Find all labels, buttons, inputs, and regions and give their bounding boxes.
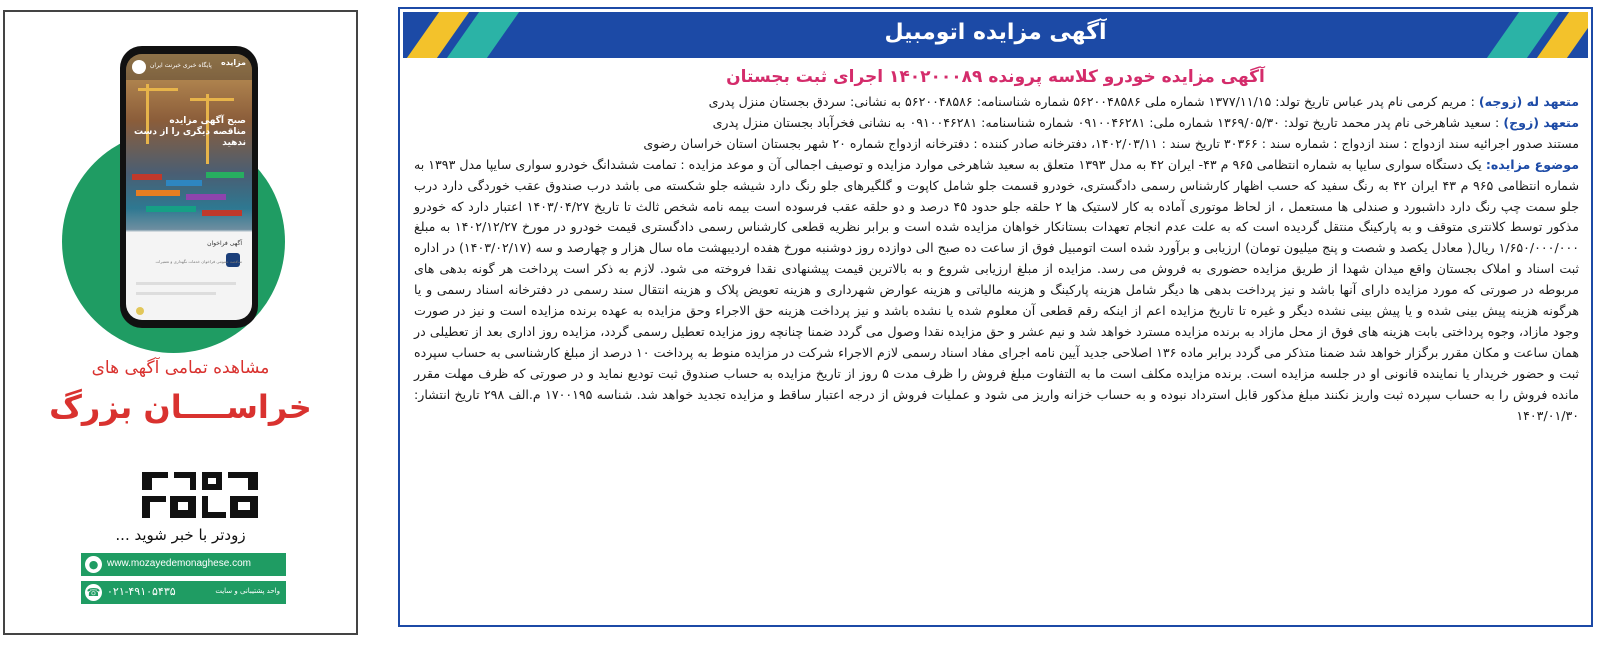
notice-banner bbox=[403, 12, 1588, 58]
obligee-paragraph bbox=[414, 92, 1579, 113]
phone-label: واحد پشتیبانی و سایت bbox=[215, 587, 280, 595]
obligor-label: متعهد (زوج) bbox=[1503, 114, 1579, 130]
notice-subtitle: آگهی مزایده خودرو کلاسه پرونده ۱۴۰۲۰۰۰۸۹ اجرای ثبت بجستان bbox=[726, 67, 1265, 87]
obligee-label: متعهد له (زوجه) bbox=[1478, 94, 1579, 109]
crane-icon bbox=[138, 88, 178, 91]
placeholder-line bbox=[136, 282, 236, 285]
subject-label: موضوع مزایده: bbox=[1485, 156, 1580, 172]
promo-caption: مشاهده تمامی آگهی های bbox=[91, 358, 270, 378]
website-link[interactable]: www.mozayedemonaghese.com bbox=[107, 558, 251, 569]
website-bar[interactable] bbox=[81, 553, 286, 576]
container-icon bbox=[146, 206, 196, 212]
container-icon bbox=[202, 210, 242, 216]
container-icon bbox=[206, 172, 244, 178]
subject-paragraph bbox=[414, 155, 1579, 427]
card-subtitle: مناقصه عمومی فراخوان خدمات نگهداری و تعمیرات bbox=[155, 259, 242, 264]
phone-bar[interactable] bbox=[81, 581, 286, 604]
phone-number[interactable]: ۰۲۱-۴۹۱۰۵۴۳۵ bbox=[107, 586, 176, 598]
promo-region-title: خراســــان بزرگ bbox=[49, 388, 312, 426]
container-icon bbox=[132, 174, 162, 180]
notice-body bbox=[414, 92, 1579, 427]
crane-icon bbox=[190, 98, 234, 101]
app-name: پایگاه خبری خبرنت ایران bbox=[150, 62, 212, 69]
auction-notice bbox=[398, 7, 1593, 627]
obligor-text: : سعید شاهرخی نام پدر محمد تاریخ تولد: ۱۳۶۹/۰۵/۳۰ شماره ملی: ۰۹۱۰۰۴۶۲۸۱ شماره شناسنامه: ۰۹۱۰۰۴۶۲۸۱ به نشانی فخرآباد بجستان منزل پدری bbox=[712, 114, 1500, 130]
promo-tagline: زودتر با خبر شوید ... bbox=[115, 526, 246, 544]
document-paragraph: مستند صدور اجرائیه سند ازدواج : سند ازدواج : شماره سند : ۳۰۳۶۶ تاریخ سند : ۱۴۰۲/۰۳/۱۱، دفترخانه صادر کننده : دفترخانه ازدواج شماره ۲۰ شهر بجستان استان خراسان رضوی bbox=[643, 135, 1579, 151]
brand-mark: مزایده bbox=[220, 58, 246, 67]
phone-headline: صبح آگهی مزایده مناقصه دیگری را از دست ندهید bbox=[134, 116, 246, 148]
mozayede-logo-icon bbox=[140, 468, 260, 520]
container-icon bbox=[136, 190, 180, 196]
phone-mockup bbox=[120, 46, 258, 328]
globe-icon: ● bbox=[85, 556, 102, 573]
phone-icon: ☎ bbox=[86, 586, 101, 599]
container-icon bbox=[166, 180, 202, 186]
container-icon bbox=[186, 194, 226, 200]
avatar-icon bbox=[136, 307, 144, 315]
obligor-paragraph bbox=[414, 113, 1579, 134]
notice-title: آگهی مزایده اتومبیل bbox=[884, 20, 1107, 45]
promo-panel bbox=[3, 10, 358, 635]
subject-text: یک دستگاه سواری سایپا به شماره انتظامی ۹۶۵ م ۴۳- ایران ۴۲ به مدل ۱۳۹۳ متعلق به سعید شاهرخی موارد مزایده و توصیف اجمالی آن و موعد مزایده : تمامت ششدانگ خودرو سواری سایپا مدل ۱۳۹۳ به شماره انتظامی ۹۶۵ م ۴۳ ایران ۴۲ به رنگ سفید که حسب اظهار کارشناس رسمی دادگستری، خودرو قسمت جلو شامل کاپوت و گلگیرهای جلو رنگ دارد شیشه جلو شکسته می باشد درب صندوق عقب خوردگی دارد درب جلو سمت چپ رنگ دارد داشبورد و صندلی ها مستعمل ، از لحاظ موتوری آماده به کار لاستیک ها ۲ حلقه جلو حدود ۴۵ درصد و دو حلقه عقب فرسوده است بیمه نامه شخص ثالث تا تاریخ ۱۴۰۳/۰۴/۲۷ اعتبار دارد که خودرو مذکور توسط کلانتری متوقف و به پارکینگ منتقل گردیده است که به علت عدم انجام تعهدات بستانکار خواهان مزایده شده است و برابر نظریه قطعی کارشناس رسمی دادگستری قیمت خودرو در مورخ ۱۴۰۲/۱۲/۲۷ به مبلغ ۱/۶۵۰/۰۰۰/۰۰۰ ریال( معادل یکصد و شصت و پنج میلیون تومان) ارزیابی و برآورد شده است اتومبیل فوق از ساعت ده صبح الی دوازده روز دوشنبه مورخ هفده اردیبهشت ماه سال هزار و چهارصد و سه (۱۴۰۳/۰۲/۱۷) در اداره ثبت اسناد و املاک بجستان واقع میدان شهدا از طریق مزایده حضوری به فروش می رسد. مزایده از مبلغ ارزیابی شروع و به بالاترین قیمت پیشنهادی نقدا فروخته می شود. لازم به ذکر است پرداخت هر گونه بدهی های مربوطه در صورتی که مورد مزایده دارای آنها باشد و نیز پرداخت بدهی ها دیگر شامل هزینه پارکینگ و هزینه مالیاتی و هزینه عوارض شهرداری و هزینه تعویض پلاک و هزینه انتقال سند رسمی در دفترخانه اسناد رسمی و یا هرگونه هزینه پیش بینی شده و یا پیش بینی نشده دیگر و غیره تا تاریخ مزایده اعم از اینکه رقم قطعی آن معلوم شده یا نشده باشد و نیز پرداخت هزینه حق الاجراء وحق مزایده به عهده برنده مزایده است و نیز در صورت وجود مازاد، وجوه پرداختی بابت هزینه های فوق از محل مازاد به برنده مزایده مسترد خواهد شد و نیم عشر و حق مزایده نقدا وصول می گردد ضمنا چنانچه روز مزایده تعطیل رسمی گردد، مزایده روز اداری بعد از تعطیلی در همان ساعت و مکان مقرر برگزار خواهد شد ضمنا متذکر می گردد برابر ماده ۱۳۶ اصلاحی جدید آیین نامه اجرای مفاد اسناد رسمی لازم الاجراء شرکت در مزایده منوط به پرداخت ۱۰ درصد از مبلغ کارشناسی به حساب سپرده ثبت و حضور خریدار یا نماینده قانونی او در جلسه مزایده است. برنده مزایده مکلف است ما به التفاوت مبلغ فروش را ظرف مدت ۵ روز از تاریخ مزایده به حساب صندوق ثبت تودیع نماید و در صورتی که ظرف مهلت مقرر مانده فروش را به حساب سپرده ثبت واریز نکنند مبلغ مذکور قابل استرداد نبوده و به حساب خزانه واریز می شود و عملیات فروش از درجه اعتبار ساقط و مزایده تجدید خواهد شد. شناسه ۱۷۰۰۱۹۵ م.الف ۲۹۸ تاریخ انتشار: ۱۴۰۳/۰۱/۳۰ bbox=[414, 156, 1579, 423]
placeholder-line bbox=[136, 292, 216, 295]
obligee-text: : مریم کرمی نام پدر عباس تاریخ تولد: ۱۳۷۷/۱۱/۱۵ شماره ملی ۵۶۲۰۰۴۸۵۸۶ شماره شناسنامه: ۵۶۲۰۰۴۸۵۸۶ به نشانی: سردق بجستان منزل پدری bbox=[708, 94, 1475, 109]
phone-screen bbox=[126, 54, 252, 320]
app-logo-icon bbox=[132, 60, 146, 74]
card-title: آگهی فراخوان bbox=[207, 240, 242, 247]
